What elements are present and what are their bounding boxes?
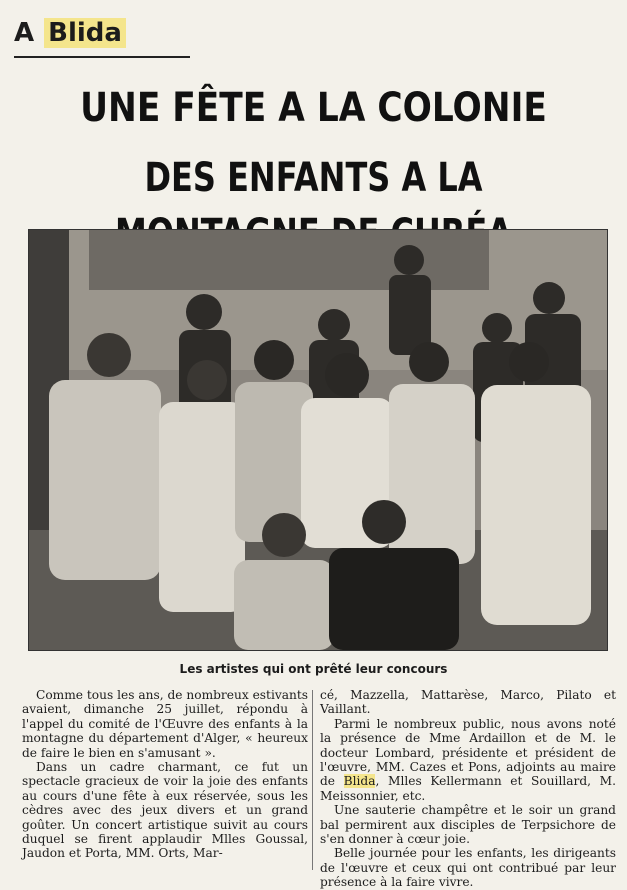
group-photo <box>28 229 608 651</box>
headline-line-1: UNE FÊTE A LA COLONIE <box>80 85 547 131</box>
group-photo-illustration <box>29 230 607 650</box>
headline-line-2: DES ENFANTS A LA <box>144 155 483 201</box>
article-paragraph: Une sauterie champêtre et le soir un grand bal permirent aux disciples de Terpsichore de s'en donner à cœur joie. <box>320 803 616 847</box>
article-paragraph: Comme tous les ans, de nombreux estivants avaient, dimanche 25 juillet, répondu à l'appel du comité de l'Œuvre des enfants à la montagne du département d'Alger, « heureux de faire le bien en s'amusant ». <box>22 688 308 760</box>
header-divider <box>14 56 190 58</box>
article-paragraph <box>320 717 616 803</box>
photo-caption: Les artistes qui ont prêté leur concours <box>179 662 448 676</box>
article-paragraph: cé, Mazzella, Mattarèse, Marco, Pilato et Vaillant. <box>320 688 616 717</box>
article-paragraph: Belle journée pour les enfants, les dirigeants de l'œuvre et ceux qui ont contribué par leur présence à la faire vivre. <box>320 846 616 890</box>
article-paragraph: Dans un cadre charmant, ce fut un spectacle gracieux de voir la joie des enfants au cours d'une fête à eux réservée, sous les cèdres avec des jeux divers et un grand goûter. Un concert artistique suivit au cours duquel se firent applaudir Mlles Goussal, Jaudon et Porta, MM. Orts, Mar- <box>22 760 308 861</box>
highlighted-city: Blida <box>343 774 376 789</box>
article-column-right <box>320 688 616 890</box>
article-text: , Mlles Kellermann et Souillard, M. Meissonnier, etc. <box>320 774 616 803</box>
location-header <box>14 18 126 48</box>
location-city: Blida <box>44 18 126 48</box>
column-divider <box>312 690 313 870</box>
article-text: Parmi le nombreux public, nous avons noté la présence de Mme Ardaillon et de M. le docteur Lombard, présidente et président de l'œuvre, MM. Cazes et Pons, adjoints au maire de <box>320 716 616 789</box>
article-column-left <box>22 688 308 861</box>
location-prefix: A <box>14 18 35 48</box>
